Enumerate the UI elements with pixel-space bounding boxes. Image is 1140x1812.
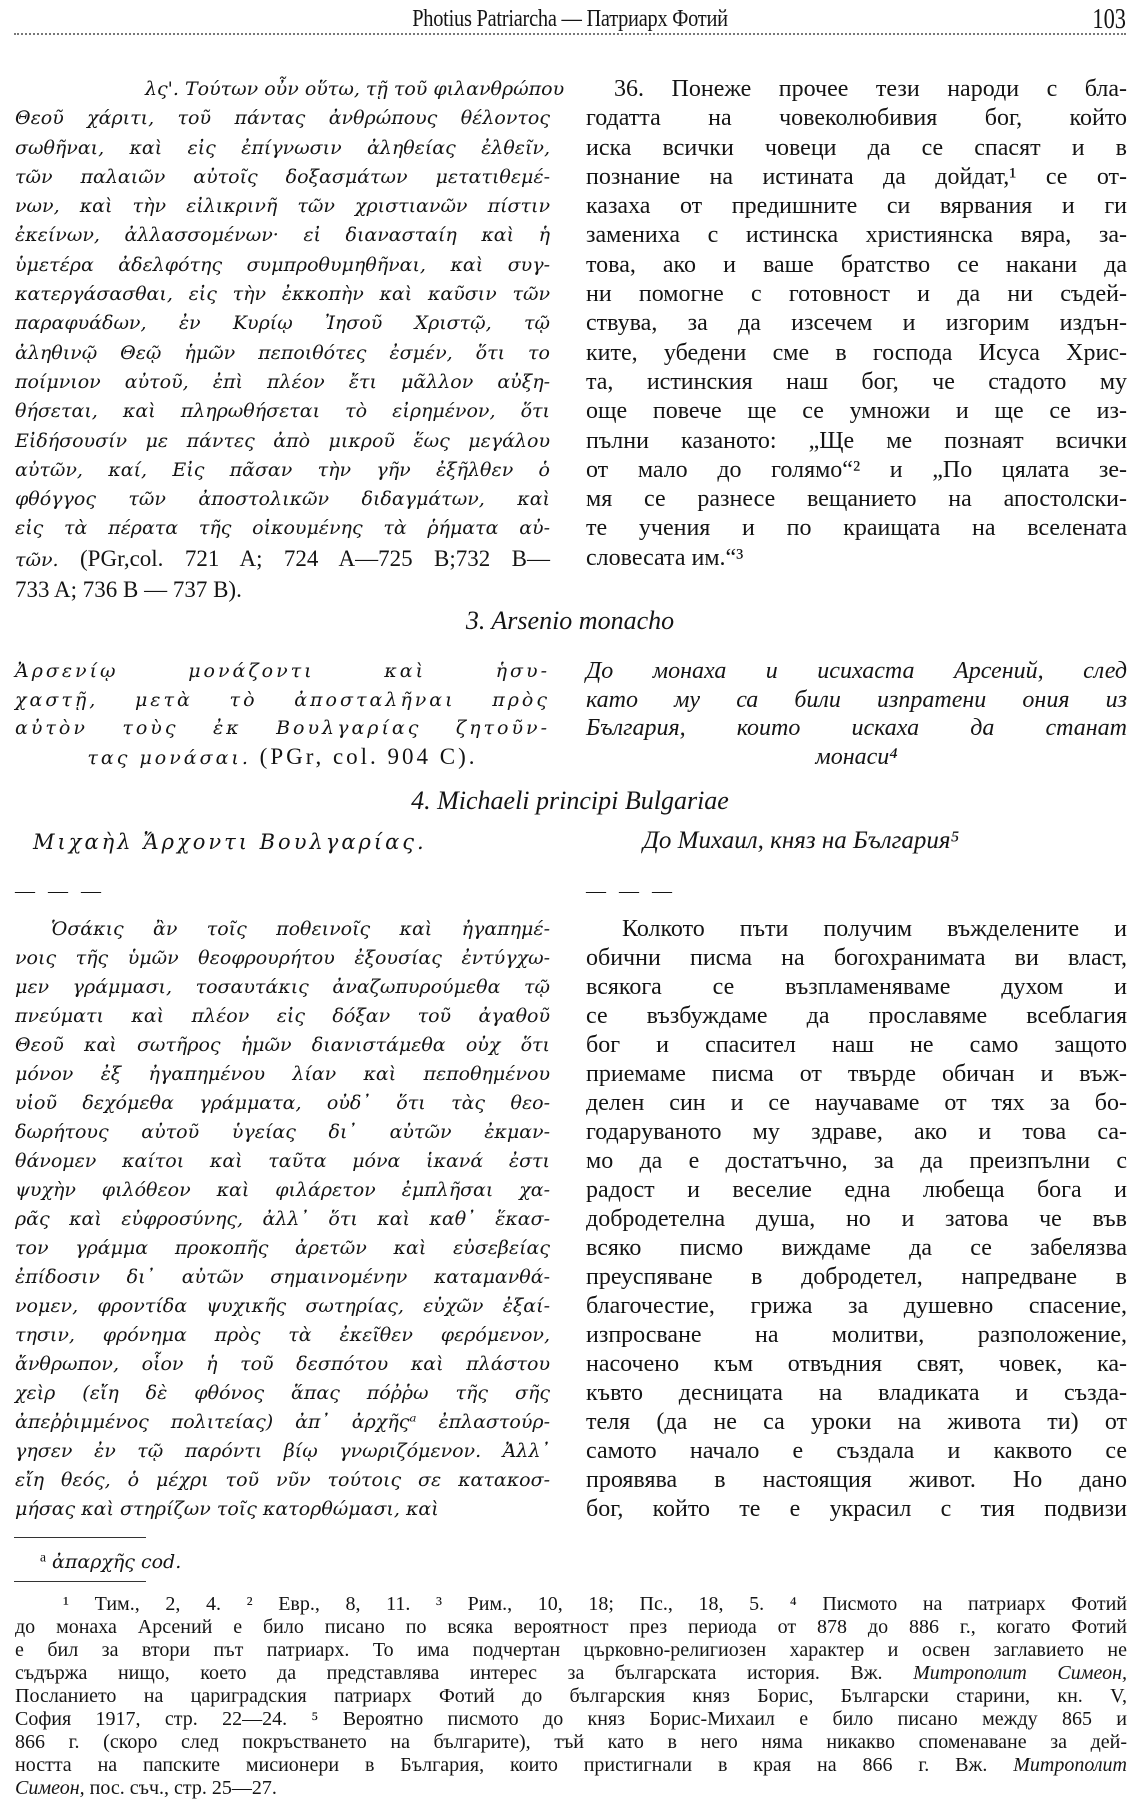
text-line: всякога се възпламеняваме духом и xyxy=(586,974,1127,1000)
footnote-line: до монаха Арсений е било писано по всяка вероятност през периода от 878 до 886 г., когато Фотий xyxy=(15,1616,1127,1638)
text-segment: пос. съч., стр. 25—27. xyxy=(84,1777,277,1799)
text-line: Θεοῦ χάριτι, τοῦ πάντας ἀνθρώπους θέλοντος xyxy=(15,107,550,130)
text-line: τησιν, φρόνημα πρὸς τὰ ἐκεῖθεν φερόμενον, xyxy=(15,1324,550,1346)
text-line: λς'. Τούτων οὖν οὕτω, τῇ τοῦ φιλανθρώπου xyxy=(145,78,565,100)
text-segment: (PGr, col. 904 C). xyxy=(250,743,478,769)
text-line: казаха от предишните си вярвания и ги xyxy=(586,193,1127,220)
greek-text-section-1 xyxy=(15,75,565,606)
text-line: μεν γράμμασι, τοσαυτάκις ἀναζωπυρούμεθα τῷ xyxy=(15,976,550,998)
heading-michael: 4. Michaeli principi Bulgariae xyxy=(411,786,729,815)
text-segment: ността на папските мисионери в България, които пристигнали в края на 866 г. Вж. xyxy=(15,1754,1014,1776)
text-line: радост и веселие една любеща бога и xyxy=(586,1177,1127,1203)
text-line: делен син и се научаваме от тях за бо- xyxy=(586,1090,1127,1116)
text-line: μήσας καὶ στηρίζων τοῖς κατορθώμασι, καὶ xyxy=(15,1498,439,1520)
text-segment: ἀπαρχῆς xyxy=(52,1551,135,1573)
text-line: бог и спасител наш не само защото xyxy=(586,1032,1127,1058)
text-line: νων, καὶ τὴν εἰλικρινῆ τῶν χριστιανῶν πίστιν xyxy=(15,195,550,218)
text-line: ἐκείνων, ἀλλασσομένων· εἰ διανασταίη καὶ ἡ xyxy=(15,224,550,247)
separator-left: — — — xyxy=(15,880,105,902)
text-line: ἄνθρωπον, οἷον ἡ τοῦ δεσπότου καὶ πλάστου xyxy=(15,1353,550,1375)
text-line: от мало до голямо“² и „По цялата зе- xyxy=(586,456,1127,483)
heading-arsenio: 3. Arsenio monacho xyxy=(465,606,675,635)
text-segment: съдържа нищо, което да представлява интерес за българската история. Вж. xyxy=(15,1662,914,1684)
text-line: θάνομεν καίτοι καὶ ταῦτα μόνα ἱκανά ἐστι xyxy=(15,1150,550,1172)
header-rule xyxy=(14,33,1126,35)
text-line: мо да е достатъчно, за да преизпълни с xyxy=(586,1148,1127,1174)
text-line: иска всички човеци да се спасят и в xyxy=(586,134,1127,161)
bulgarian-text-section-1 xyxy=(586,75,1127,573)
text-line: преуспяване в добродетел, напредване в xyxy=(586,1264,1127,1290)
text-line: бог, който те е украсил с тия подвизи xyxy=(586,1496,1127,1522)
running-title: Photius Patriarcha — Патриарх Фотий xyxy=(412,6,728,32)
footnote-line xyxy=(15,1662,1127,1685)
text-line: годаруваното му здраве, ако и това са- xyxy=(586,1119,1127,1145)
text-line: ψυχὴν φιλόθεον καὶ φιλάρετον ἐμπλῆσαι χα- xyxy=(15,1179,550,1201)
text-line: χεὶρ (εἴη δὲ φθόνος ἅπας πόῤῥω τῆς σῆς xyxy=(15,1382,550,1404)
text-line: ρᾶς καὶ εὐφροσύνης, ἀλλ᾽ ὅτι καὶ καθ᾽ ἕκασ- xyxy=(15,1208,550,1230)
footnote-line xyxy=(15,1754,1127,1777)
text-line: изпросване на молитви, разположение, xyxy=(586,1322,1127,1348)
text-line: Ὁσάκις ἂν τοῖς ποθεινοῖς καὶ ἠγαπημέ- xyxy=(51,918,550,940)
text-line: εἰς τὰ πέρατα τῆς οἰκουμένης τὰ ῥήματα αὐ- xyxy=(15,517,550,540)
text-line: България, които искаха да станат xyxy=(586,715,1127,741)
text-line: νοις τῆς ὑμῶν θεοφρουρήτου ἐξουσίας ἐντύγχω- xyxy=(15,947,550,969)
greek-text-michael xyxy=(15,915,550,1524)
footnotes xyxy=(15,1593,1127,1800)
text-line: мя се разнесе вещанието на апостолски- xyxy=(586,486,1127,513)
text-line: До монаха и исихаста Арсений, след xyxy=(586,658,1127,684)
text-line: проявява в настоящия живот. Но дано xyxy=(586,1467,1127,1493)
text-line: теля (да не са уроки на живота ти) от xyxy=(586,1409,1127,1435)
text-line: приемаме писма от твърде обичан и въж- xyxy=(586,1061,1127,1087)
text-line: υἱοῦ δεχόμεθα γράμματα, οὐδ᾽ ὅτι τὰς θεο- xyxy=(15,1092,550,1114)
text-line: Ἀρσενίῳ μονάζοντι καὶ ἡσυ- xyxy=(15,660,550,682)
text-segment: Митрополит xyxy=(1013,1754,1127,1776)
text-line: ἀπεῤῥιμμένος πολιτείας) ἀπ᾽ ἀρχῆςᵃ ἐπλαστούρ- xyxy=(15,1411,550,1433)
text-line: още повече ще се умножи и ще се из- xyxy=(586,398,1127,425)
text-line: това, ако и ваше братство се накани да xyxy=(586,251,1127,278)
text-line xyxy=(15,575,550,606)
text-line: 36. Понеже прочее тези народи с бла- xyxy=(614,76,1127,102)
text-line: μόνον ἐξ ἠγαπημένου λίαν καὶ πεποθημένου xyxy=(15,1063,550,1085)
text-line: δωρήτους αὐτοῦ ὑγείας δι᾽ αὐτῶν ἐκμαν- xyxy=(15,1121,550,1143)
text-segment: cod. xyxy=(134,1551,182,1573)
text-line: ствува, за да изсечем и изгорим издън- xyxy=(586,310,1127,337)
footnote-rule xyxy=(14,1581,146,1582)
bulgarian-title-arsenio xyxy=(586,657,1127,771)
text-line: добродетелна душа, но и затова че във xyxy=(586,1206,1127,1232)
page-number: 103 xyxy=(1092,4,1126,35)
text-line: ни помогне с готовност и да ни съдей- xyxy=(586,281,1127,308)
footnote-line: ¹ Тим., 2, 4. ² Евр., 8, 11. ³ Рим., 10, 18; Пс., 18, 5. ⁴ Писмото на патриарх Фотий xyxy=(63,1593,1127,1615)
bulgarian-text-michael xyxy=(586,915,1127,1524)
running-header xyxy=(0,4,1140,34)
text-line: ἐπίδοσιν δι᾽ αὐτῶν σημαινομένην καταμανθά- xyxy=(15,1266,550,1288)
text-line xyxy=(15,544,550,575)
bulgarian-title-michael: До Михаил, княз на България⁵ xyxy=(643,827,960,854)
text-line: αὐτὸν τοὺς ἐκ Βουλγαρίας ζητοῦν- xyxy=(15,717,550,739)
text-segment: τας μονάσαι. xyxy=(87,746,251,769)
footnote-line: София 1917, стр. 22—24. ⁵ Вероятно писмото до княз Борис-Михаил е било писано между 865 и xyxy=(15,1708,1127,1730)
separator-right: — — — xyxy=(586,880,676,902)
text-line: ὑμετέρα ἀδελφότης συμπροθυμηθῆναι, καὶ συγ- xyxy=(15,253,550,276)
greek-title-michael: Μιχαὴλ Ἄρχοντι Βουλγαρίας. xyxy=(33,830,427,854)
text-line: παραφυάδων, ἐν Κυρίῳ Ἰησοῦ Χριστῷ, τῷ xyxy=(15,312,550,335)
footnote-line: 866 г. (скоро след покръстването на българите), тъй като в него няма никакво споменаване за дей- xyxy=(15,1731,1127,1753)
text-segment: Симеон, xyxy=(15,1777,85,1799)
text-line: словесата им.“³ xyxy=(586,544,744,571)
text-line: Εἰδήσουσίν με πάντες ἀπὸ μικροῦ ἕως μεγάλου xyxy=(15,429,550,452)
text-line: та, истинския наш бог, че стадото му xyxy=(586,368,1127,395)
critical-apparatus xyxy=(40,1546,440,1577)
text-line: Колкото пъти получим въжделените и xyxy=(622,916,1127,942)
footnote-line: е бил за втори път патриарх. То има подчертан църковно-религиозен характер и освен заглавието не xyxy=(15,1639,1127,1661)
text-line: πνεύματι καὶ πλέον εἰς δόξαν τοῦ ἀγαθοῦ xyxy=(15,1005,550,1027)
text-line: пълни казаното: „Ще ме познаят всички xyxy=(586,427,1127,454)
text-line: εἴη θεός, ὁ μέχρι τοῦ νῦν τούτοις σε κατακοσ- xyxy=(15,1469,550,1491)
text-line: годатта на човеколюбивия бог, който xyxy=(586,105,1127,132)
text-line: νομεν, φροντίδα ψυχικῆς σωτηρίας, εὐχῶν ἐξαί- xyxy=(15,1295,550,1317)
text-line xyxy=(15,743,550,773)
greek-title-arsenio xyxy=(15,657,550,772)
text-line: те учения и по краищата на вселената xyxy=(586,515,1127,542)
footnote-line xyxy=(15,1777,1127,1800)
text-line: се възбуждаме да прославяме всеблагия xyxy=(586,1003,1127,1029)
text-line: αὐτῶν, καί, Εἰς πᾶσαν τὴν γῆν ἐξῆλθεν ὁ xyxy=(15,458,550,481)
footnote-line: Посланието на цариградския патриарх Фотий до българския княз Борис, Български старини, кн. V, xyxy=(15,1685,1127,1707)
text-segment: ᵃ xyxy=(40,1548,53,1573)
text-line: χαστῇ, μετὰ τὸ ἀποσταλῆναι πρὸς xyxy=(15,688,550,711)
text-line: Θεοῦ καὶ σωτῆρος ἡμῶν διανιστάμεθα οὐχ ὅτι xyxy=(15,1034,550,1056)
text-line: ἀληθινῷ Θεῷ ἡμῶν πεποιθότες ἐσμέν, ὅτι το xyxy=(15,341,550,364)
text-line: κατεργάσασθαι, εἰς τὴν ἐκκοπὴν καὶ καῦσιν τῶν xyxy=(15,283,550,306)
text-line: ките, убедени сме в господа Исуса Хрис- xyxy=(586,339,1127,366)
text-line: γησεν ἐν τῷ παρόντι βίῳ γνωριζόμενον. Ἀλλ᾽ xyxy=(15,1440,550,1462)
text-line: ποίμνιον αὐτοῦ, ἐπὶ πλέον ἔτι μᾶλλον αὐξη- xyxy=(15,370,550,393)
text-segment: 733 A; 736 B — 737 B). xyxy=(15,577,242,603)
text-line: τον γράμμα προκοπῆς ἀρετῶν καὶ εὐσεβείας xyxy=(15,1237,550,1259)
text-line: σωθῆναι, καὶ εἰς ἐπίγνωσιν ἀληθείας ἐλθεῖν, xyxy=(15,136,550,159)
text-line: благочестие, грижа за душевно спасение, xyxy=(586,1293,1127,1319)
text-segment: Митрополит Симеон, xyxy=(913,1662,1127,1684)
text-line: θήσεται, καὶ πληρωθήσεται τὸ εἰρημένον, ὅτι xyxy=(15,400,550,423)
text-line: като му са били изпратени ония из xyxy=(586,686,1127,713)
text-segment: τῶν. xyxy=(15,548,59,571)
text-line: къвто десницата на владиката и създа- xyxy=(586,1380,1127,1406)
text-line: самото начало е създала и каквото се xyxy=(586,1438,1127,1464)
apparatus-note xyxy=(40,1546,440,1577)
text-line: обични писма на богохранимата ви власт, xyxy=(586,945,1127,971)
text-line: τῶν παλαιῶν αὐτοῖς δοξασμάτων μετατιθεμέ- xyxy=(15,165,550,188)
text-line: всяко писмо виждаме да се забелязва xyxy=(586,1235,1127,1261)
apparatus-rule xyxy=(14,1537,146,1538)
text-line: насочено към отвъдния свят, човек, ка- xyxy=(586,1351,1127,1377)
text-line: монаси⁴ xyxy=(815,743,898,770)
text-line: познание на истината да дойдат,¹ се от- xyxy=(586,163,1127,190)
text-line: φθόγγος τῶν ἀποστολικῶν διδαγμάτων, καὶ xyxy=(15,488,550,511)
text-line: замениха с истинска християнска вяра, за- xyxy=(586,222,1127,249)
text-segment: (PGr,col. 721 A; 724 A—725 B;732 B— xyxy=(58,545,550,571)
